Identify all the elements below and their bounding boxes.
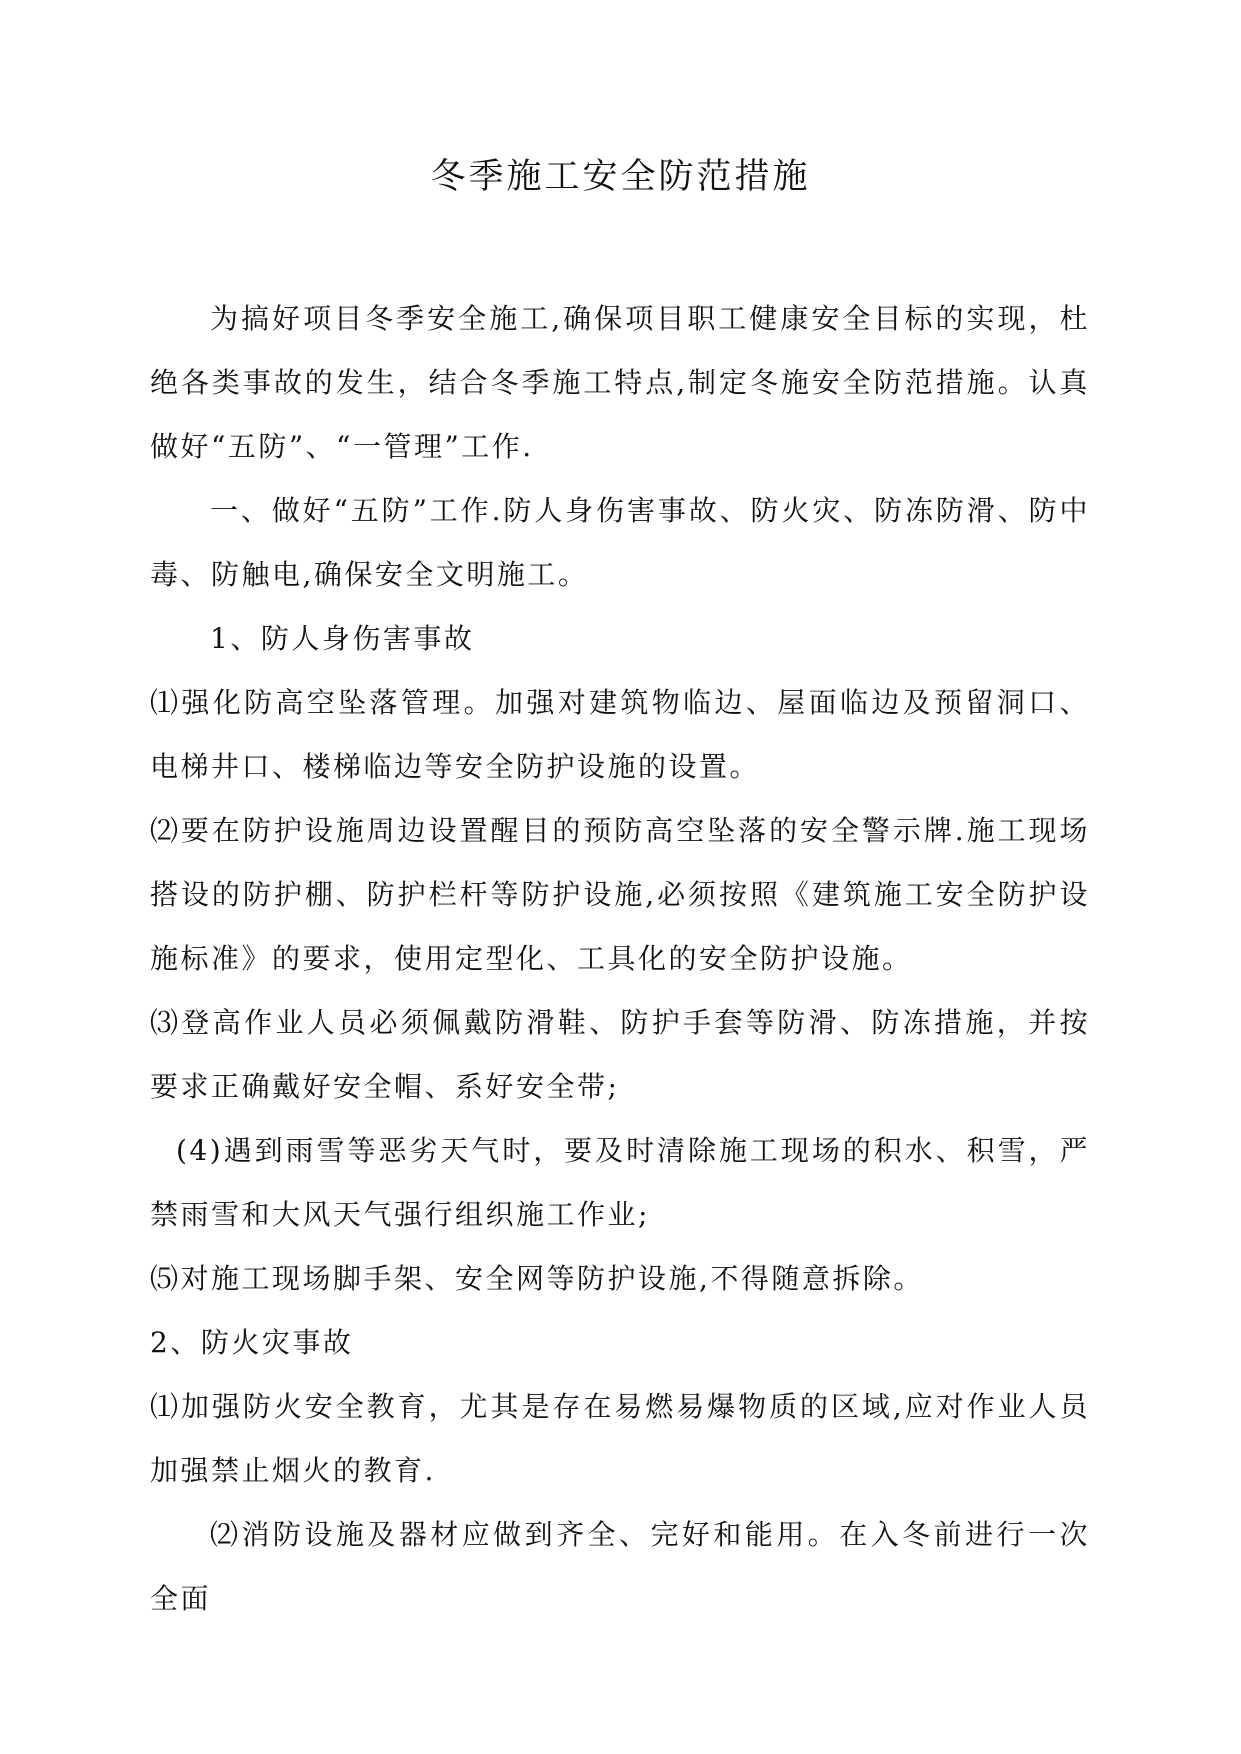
subsection-heading-fire: 2、防火灾事故 — [150, 1326, 354, 1359]
document-body — [150, 287, 1090, 1631]
section-heading-five-prevention: 一、做好“五防”工作.防人身伤害事故、防火灾、防冻防滑、防中毒、防触电,确保安全文明施工。 — [150, 494, 1090, 591]
list-item: ⑵要在防护设施周边设置醒目的预防高空坠落的安全警示牌.施工现场搭设的防护棚、防护栏杆等防护设施,必须按照《建筑施工安全防护设施标准》的要求，使用定型化、工具化的安全防护设施。 — [150, 814, 1090, 975]
list-item: ⑴强化防高空坠落管理。加强对建筑物临边、屋面临边及预留洞口、电梯井口、楼梯临边等安全防护设施的设置。 — [150, 686, 1090, 783]
list-item: ⑸对施工现场脚手架、安全网等防护设施,不得随意拆除。 — [150, 1262, 924, 1295]
subsection-heading-personal-injury: 1、防人身伤害事故 — [210, 622, 475, 655]
intro-paragraph: 为搞好项目冬季安全施工,确保项目职工健康安全目标的实现，杜绝各类事故的发生，结合冬季施工特点,制定冬施安全防范措施。认真做好“五防”、“一管理”工作. — [150, 302, 1090, 463]
list-item: (4)遇到雨雪等恶劣天气时，要及时清除施工现场的积水、积雪，严禁雨雪和大风天气强行组织施工作业; — [150, 1134, 1090, 1231]
list-item: ⑵消防设施及器材应做到齐全、完好和能用。在入冬前进行一次全面 — [150, 1518, 1090, 1615]
list-item: ⑴加强防火安全教育，尤其是存在易燃易爆物质的区域,应对作业人员加强禁止烟火的教育. — [150, 1390, 1090, 1487]
document-title: 冬季施工安全防范措施 — [430, 157, 811, 197]
list-item: ⑶登高作业人员必须佩戴防滑鞋、防护手套等防滑、防冻措施，并按要求正确戴好安全帽、系好安全带; — [150, 1006, 1090, 1103]
